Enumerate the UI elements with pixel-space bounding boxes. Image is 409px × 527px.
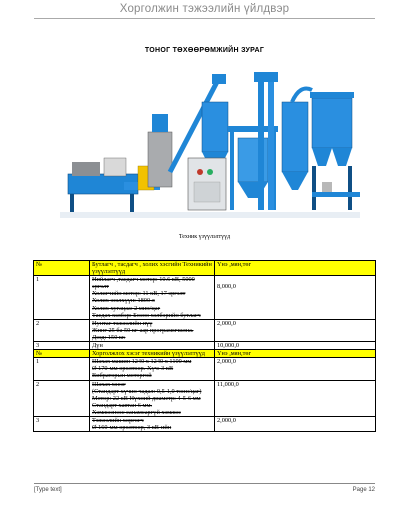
description-line: Шахах машин 1240 х 1240 х 1100 мм <box>92 358 192 366</box>
description-line: Стандарт хавтан 6 мм. <box>92 401 153 409</box>
price-value: Үнэ ,мян,төг <box>217 350 252 358</box>
table-cell-price <box>215 380 376 416</box>
table-cell-price <box>215 416 376 431</box>
price-value: 11,000,0 <box>217 380 239 388</box>
table-cell-number <box>34 319 90 341</box>
table-cell-description <box>90 350 215 358</box>
price-value: 8,000,0 <box>217 283 236 291</box>
price-value: 2,000,0 <box>217 416 236 424</box>
price-value: 10,000,0 <box>217 342 240 350</box>
description-line: Тасдах хэлбэр: Босоо хэлбэрийн бутлагч <box>92 311 201 319</box>
table-cell-number <box>34 350 90 358</box>
table-cell-price <box>215 319 376 341</box>
image-caption: Техник үзүүлэлтүүд <box>178 234 231 240</box>
table-row <box>34 358 376 380</box>
description-line: Нунтаг тэжээлийн пүү <box>92 319 153 327</box>
table-cell-number <box>34 342 90 350</box>
table-cell-price <box>215 350 376 358</box>
row-number: 2 <box>36 380 40 388</box>
price-value: 2,000,0 <box>217 319 236 327</box>
description-line: Тэжээлийн хөргөгч <box>92 416 144 424</box>
technical-spec-table <box>33 260 376 432</box>
description-line: Дүн <box>92 342 103 350</box>
table-row <box>34 261 376 276</box>
table-row <box>34 380 376 416</box>
table-cell-price <box>215 261 376 276</box>
row-number: 2 <box>36 319 40 327</box>
row-number: № <box>36 350 43 358</box>
description-line: Ø 170-мм оролтоор. Хүч: 3 кВ <box>92 365 174 373</box>
description-line: Холих хугацаа: 2 мин/цаг <box>92 304 161 312</box>
description-line: Вибраторын моторгой <box>92 372 152 380</box>
table-cell-number <box>34 358 90 380</box>
table-row <box>34 342 376 350</box>
footer-placeholder-text: [Type text] <box>34 487 62 493</box>
description-line: Хорголжлох хэсэг техникийн үзүүлэлтүүд <box>92 350 205 358</box>
table-cell-description <box>90 276 215 320</box>
table-cell-description <box>90 358 215 380</box>
document-header-title: Хорголжин тэжээлийн үйлдвэр <box>119 3 290 15</box>
description-line: (Стандарт хүчин чадал: 0,5-1,0 тонн/цаг) <box>92 387 202 395</box>
table-row <box>34 319 376 341</box>
table-cell-description <box>90 319 215 341</box>
description-line: Холигчийн мотор: 11 кВ, 17 эргэлт <box>92 290 186 298</box>
description-line: Холих эзэлхүүн: 1800 л <box>92 297 155 305</box>
description-line: Ø 160-мм оролтоор, 3 кВ-ийн <box>92 424 172 432</box>
page-number: Page 12 <box>352 487 375 493</box>
image-title: ТОНОГ ТӨХӨӨРӨМЖИЙН ЗУРАГ <box>144 47 265 54</box>
table-cell-price <box>215 342 376 350</box>
price-value: 2,000,0 <box>217 358 236 366</box>
table-cell-price <box>215 276 376 320</box>
description-line: Мотор: 22 кВ Нүхний диаметр: 4-5-6 мм <box>92 394 201 402</box>
price-value: Үнэ ,мян,төг <box>217 261 252 268</box>
table-cell-description <box>90 380 215 416</box>
description-line: Дээд: 150 кг. <box>92 333 126 341</box>
table-row <box>34 276 376 320</box>
description-line: Жинг 25 ба 50 кг-аар программчилна. <box>92 326 194 334</box>
table-cell-price <box>215 358 376 380</box>
table-row <box>34 350 376 358</box>
table-cell-number <box>34 380 90 416</box>
row-number: 3 <box>36 416 40 424</box>
header-rule <box>34 18 375 19</box>
table-cell-description <box>90 416 215 431</box>
footer-rule <box>34 483 375 484</box>
table-row <box>34 416 376 431</box>
row-number: № <box>36 261 43 268</box>
row-number: 3 <box>36 342 40 350</box>
table-cell-number <box>34 261 90 276</box>
description-line: Бутлагч , тасдагч , холих хэсгийн Техникийн үзүүлэлтүүд <box>92 261 212 276</box>
row-number: 1 <box>36 358 40 366</box>
description-line: Шахах хэсэг <box>92 380 126 388</box>
table-cell-number <box>34 416 90 431</box>
table-cell-description <box>90 261 215 276</box>
table-cell-number <box>34 276 90 320</box>
description-line: Нийлагч ,тасдагч мотор: 10.6 кВ, 5000 эргэлт <box>92 276 195 291</box>
row-number: 1 <box>36 276 40 284</box>
feed-mill-equipment-image <box>60 62 360 232</box>
description-line: Хэмжээнээс санамсаргүй хэмжээ <box>92 408 181 416</box>
table-cell-description <box>90 342 215 350</box>
